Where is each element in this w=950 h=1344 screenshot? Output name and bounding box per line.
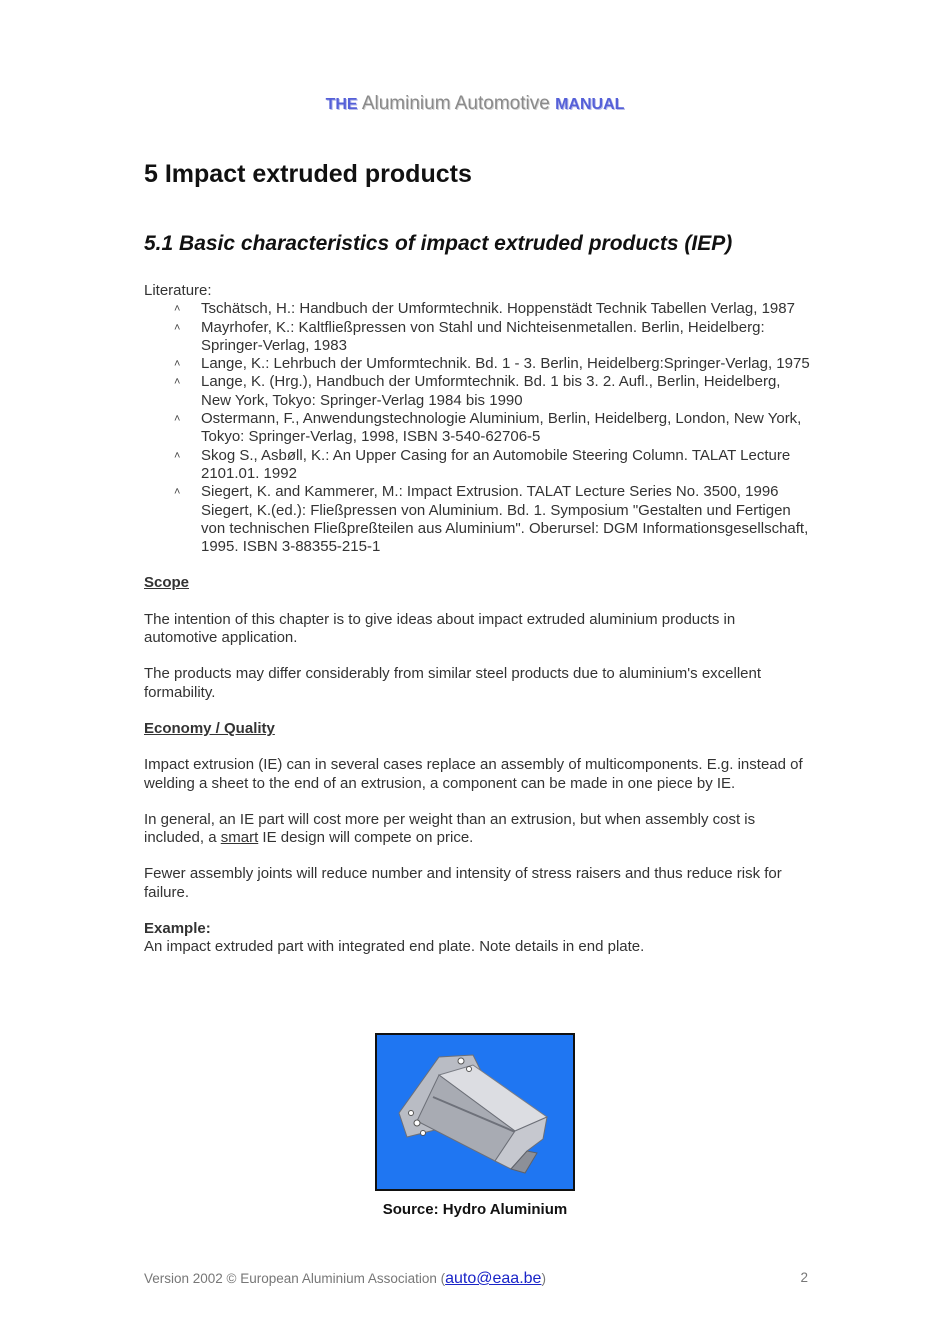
literature-item-text: Ostermann, F., Anwendungstechnologie Aluminium, Berlin, Heidelberg, London, New York, Tokyo: Springer-Verlag, 1998, ISBN 3-540-62706-5 <box>201 410 802 446</box>
footer-suffix: ) <box>541 1271 546 1286</box>
footer-email-link[interactable]: auto@eaa.be <box>445 1270 542 1287</box>
caret-bullet-icon: ˄ <box>174 449 181 462</box>
footer-version: Version 2002 © European Aluminium Association ( <box>144 1271 446 1286</box>
example-text: An impact extruded part with integrated end plate. Note details in end plate. <box>144 938 645 956</box>
literature-item-text: Lange, K.: Lehrbuch der Umformtechnik. Bd. 1 - 3. Berlin, Heidelberg:Springer-Verlag, 1975 <box>201 355 810 373</box>
main-content <box>144 282 812 957</box>
caret-bullet-icon: ˄ <box>174 321 181 334</box>
economy-p2-after: IE design will compete on price. <box>258 829 474 847</box>
caret-bullet-icon: ˄ <box>174 303 181 316</box>
literature-item <box>144 319 812 356</box>
figure-caption: Source: Hydro Aluminium <box>382 1201 568 1218</box>
literature-item <box>144 483 812 556</box>
caret-bullet-icon: ˄ <box>174 413 181 426</box>
header-manual: MANUAL <box>555 96 625 113</box>
economy-paragraph-1: Impact extrusion (IE) can in several cases replace an assembly of multicomponents. E.g. instead of welding a sheet to the end of an extrusion, a component can be made in one piece by IE. <box>144 756 803 792</box>
caret-bullet-icon: ˄ <box>174 358 181 371</box>
economy-heading: Economy / Quality <box>144 719 275 737</box>
chapter-title: 5 Impact extruded products <box>144 160 472 188</box>
economy-p2-before: In general, an IE part will cost more per weight than an extrusion, but when assembly cost is included, a <box>144 810 756 847</box>
scope-heading: Scope <box>144 574 190 592</box>
scope-paragraph-1: The intention of this chapter is to give ideas about impact extruded aluminium products in automotive application. <box>144 610 736 647</box>
literature-item-text: Lange, K. (Hrg.), Handbuch der Umformtechnik. Bd. 1 bis 3. 2. Aufl., Berlin, Heidelberg, New York, Tokyo: Springer-Verlag 1984 bis 1990 <box>201 373 781 409</box>
literature-list <box>144 300 812 556</box>
economy-paragraph-3: Fewer assembly joints will reduce number and intensity of stress raisers and thus reduce risk for failure. <box>144 865 782 901</box>
literature-item <box>144 300 812 318</box>
literature-item <box>144 447 812 484</box>
running-header <box>0 93 950 115</box>
impact-extruded-part-image <box>375 1033 575 1191</box>
caret-bullet-icon: ˄ <box>174 376 181 389</box>
caret-bullet-icon: ˄ <box>174 486 181 499</box>
economy-paragraph-2 <box>144 811 812 848</box>
literature-item-text: Tschätsch, H.: Handbuch der Umformtechnik. Hoppenstädt Technik Tabellen Verlag, 1987 <box>201 300 795 318</box>
scope-paragraph-2: The products may differ considerably from similar steel products due to aluminium's excellent formability. <box>144 665 762 701</box>
example-label: Example: <box>144 920 211 938</box>
aluminium-part-illustration <box>377 1035 573 1189</box>
header-the: THE <box>325 96 358 113</box>
literature-item <box>144 410 812 447</box>
header-title: Aluminium Automotive <box>361 93 550 114</box>
literature-item <box>144 373 812 410</box>
literature-item-text: Mayrhofer, K.: Kaltfließpressen von Stahl und Nichteisenmetallen. Berlin, Heidelberg: Springer-Verlag, 1983 <box>201 318 765 354</box>
page-number: 2 <box>800 1270 808 1285</box>
literature-item-text: Siegert, K. and Kammerer, M.: Impact Extrusion. TALAT Lecture Series No. 3500, 1996 Siegert, K.(ed.): Fließpressen von Aluminium. Bd. 1. Symposium "Gestalten und Fertigen von technischen Fließpreßteilen aus Aluminium". Oberursel: DGM Informationsgesellschaft, 1995. ISBN 3-88355-215-1 <box>201 483 809 556</box>
literature-label: Literature: <box>144 282 212 299</box>
literature-item <box>144 355 812 373</box>
page-footer <box>144 1270 808 1288</box>
section-title: 5.1 Basic characteristics of impact extruded products (IEP) <box>144 232 733 255</box>
smart-underlined: smart <box>220 829 259 847</box>
literature-item-text: Skog S., Asbøll, K.: An Upper Casing for an Automobile Steering Column. TALAT Lecture 2101.01. 1992 <box>201 446 791 482</box>
